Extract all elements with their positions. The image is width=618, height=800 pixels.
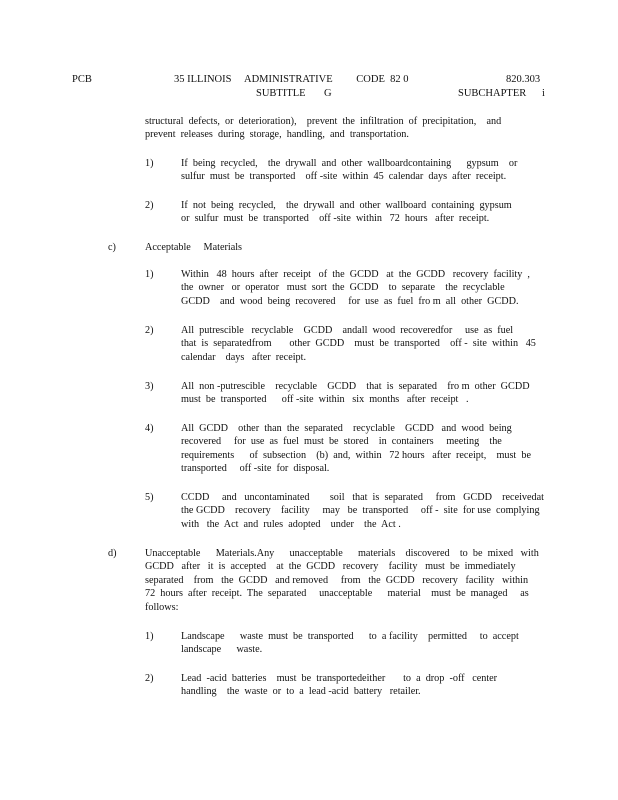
item-number: 2) — [145, 325, 154, 336]
paragraph-line: the GCDD recovery facility may be transported off - site for use complying — [181, 505, 540, 517]
paragraph-line: Landscape waste must be transported to a facility permitted to accept — [181, 631, 519, 642]
item-number: 2) — [145, 200, 154, 211]
header-agency: PCB — [72, 74, 92, 85]
intro-paragraph — [145, 115, 525, 142]
item-number: 1) — [145, 631, 154, 642]
paragraph-line: or sulfur must be transported off -site within 72 hours after receipt. — [181, 213, 490, 225]
paragraph-line: recovered for use as fuel must be stored in containers meeting the — [181, 436, 502, 448]
item-number: 1) — [145, 158, 154, 169]
item-number: 2) — [145, 673, 154, 684]
paragraph-line: All putrescible recyclable GCDD andall wood recoveredfor use as fuel — [181, 325, 514, 336]
paragraph-line: Unacceptable Materials.Any unacceptable materials discovered to be mixed with — [145, 548, 539, 559]
paragraph-line: All GCDD other than the separated recyclable GCDD and wood being — [181, 423, 512, 434]
paragraph-line: separated from the GCDD and removed from the GCDD recovery facility within — [145, 574, 529, 586]
paragraph-line: If not being recycled, the drywall and other wallboard containing gypsum — [181, 200, 512, 211]
paragraph-b2 — [181, 199, 531, 226]
paragraph-line: handling the waste or to a lead -acid battery retailer. — [181, 686, 421, 698]
paragraph-line: transported off -site for disposal. — [181, 463, 330, 475]
paragraph-line: GCDD after it is accepted at the GCDD recovery facility must be immediately — [145, 561, 516, 573]
paragraph-line: follows: — [145, 601, 179, 613]
paragraph-line: that is separatedfrom other GCDD must be transported off - site within 45 — [181, 338, 536, 350]
item-number: 3) — [145, 381, 154, 392]
paragraph-line: 72 hours after receipt. The separated unacceptable material must be managed as — [145, 588, 529, 600]
paragraph-line: Within 48 hours after receipt of the GCDD at the GCDD recovery facility , — [181, 269, 530, 280]
paragraph-d2 — [181, 672, 531, 699]
section-heading: Acceptable Materials — [145, 242, 243, 253]
paragraph-line: requirements of subsection (b) and, within 72 hours after receipt, must be — [181, 449, 531, 461]
paragraph-line: sulfur must be transported off -site within 45 calendar days after receipt. — [181, 171, 507, 183]
paragraph-c2 — [181, 324, 541, 364]
paragraph-line: GCDD and wood being recovered for use as fuel fro m all other GCDD. — [181, 295, 519, 307]
paragraph-c4 — [181, 422, 541, 476]
paragraph-line: All non -putrescible recyclable GCDD that is separated fro m other GCDD — [181, 381, 530, 392]
paragraph-line: with the Act and rules adopted under the Act . — [181, 518, 401, 530]
header-subchapter: SUBCHAPTER i — [458, 88, 545, 99]
header-subtitle: SUBTITLE G — [256, 88, 332, 99]
section-label: d) — [108, 548, 117, 559]
paragraph-c3 — [181, 380, 541, 407]
item-number: 1) — [145, 269, 154, 280]
paragraph-line: Lead -acid batteries must be transportedeither to a drop -off center — [181, 673, 498, 684]
item-number: 4) — [145, 423, 154, 434]
paragraph-c5 — [181, 491, 544, 531]
intro-line: structural defects, or deterioration), prevent the infiltration of precipitation, and — [145, 116, 502, 127]
paragraph-b1 — [181, 157, 531, 184]
paragraph-line: the owner or operator must sort the GCDD to separate the recyclable — [181, 282, 505, 294]
paragraph-line: CCDD and uncontaminated soil that is separated from GCDD receivedat — [181, 492, 544, 503]
section-label: c) — [108, 242, 116, 253]
header-title: 35 ILLINOIS ADMINISTRATIVE CODE 82 0 — [174, 74, 409, 85]
intro-line: prevent releases during storage, handling, and transportation. — [145, 129, 409, 141]
item-number: 5) — [145, 492, 154, 503]
paragraph-c1 — [181, 268, 541, 308]
paragraph-line: If being recycled, the drywall and other wallboardcontaining gypsum or — [181, 158, 518, 169]
paragraph-line: must be transported off -site within six months after receipt . — [181, 394, 469, 406]
paragraph-line: landscape waste. — [181, 644, 263, 656]
paragraph-line: calendar days after receipt. — [181, 351, 307, 363]
header-section-number: 820.303 — [506, 74, 541, 85]
paragraph-d — [145, 547, 540, 614]
paragraph-d1 — [181, 630, 531, 657]
